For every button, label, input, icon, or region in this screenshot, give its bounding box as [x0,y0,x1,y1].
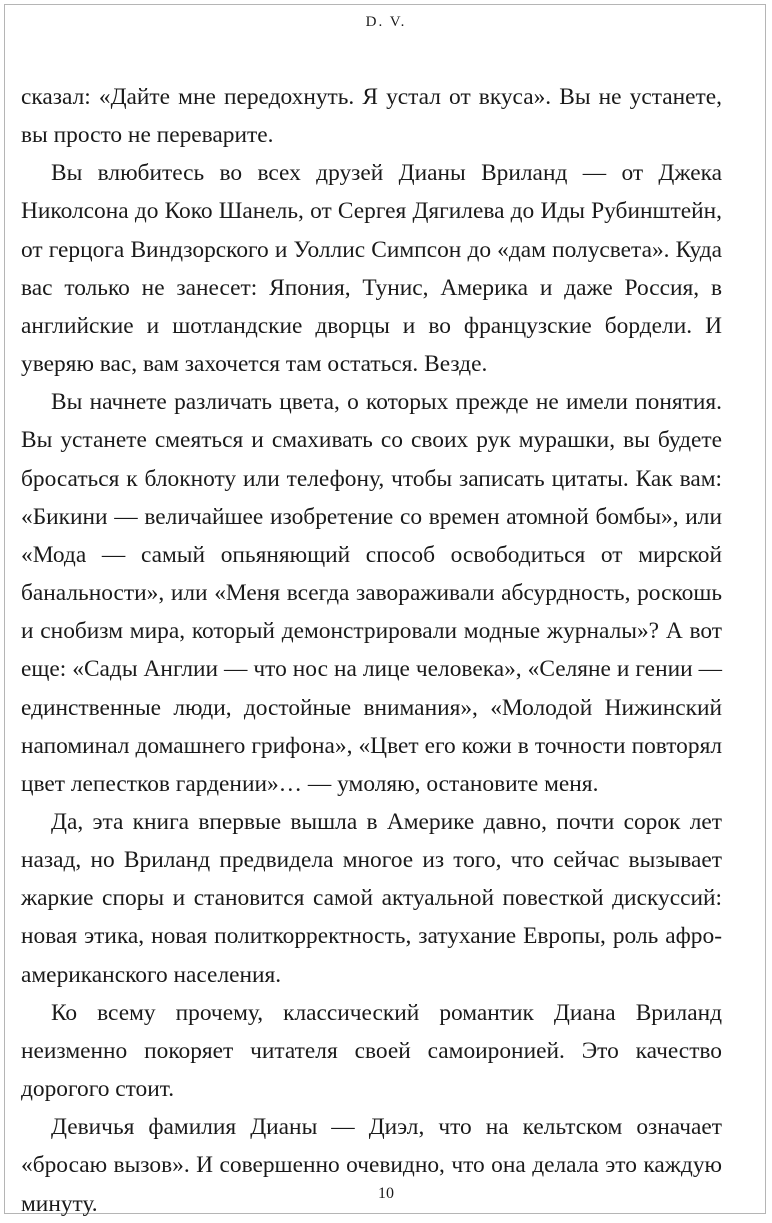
running-head: D. V. [365,14,407,30]
paragraph-maiden-name: Девичья фамилия Дианы — Диэл, что на кельтском означает «бросаю вызов». И совершенно очевидно, что она делала это каждую минуту. [21,1114,722,1217]
paragraph-romantic: Ко всему прочему, классический романтик Диана Вриланд неизменно покоряет читателя своей самоиронией. Это качество дорогого стоит. [21,999,722,1103]
page-number: 10 [378,1185,394,1202]
paragraph-continued: сказал: «Дайте мне передохнуть. Я устал от вкуса». Вы не устанете, вы просто не переварите. [21,84,722,149]
body-text [21,78,722,1223]
paragraph-quotes: Вы начнете различать цвета, о которых прежде не имели понятия. Вы устанете смеяться и смахивать со своих рук мурашки, вы будете бросаться к блокноту или телефону, чтобы записать цитаты. Как вам: «Бикини — величайшее изобретение со времен атомной бомбы», или «Мода — самый опьяняющий способ освободиться от мирской банальности», или «Меня всегда завораживали абсурдность, роскошь и снобизм мира, который демонстрировали модные журналы»? А вот еще: «Сады Англии — что нос на лице человека», «Селяне и гении — единственные люди, достойные внимания», «Молодой Нижинский напоминал домашнего грифона», «Цвет его кожи в точности повторял цвет лепестков гардении»… — умоляю, остановите меня. [21,389,722,797]
paragraph-america: Да, эта книга впервые вышла в Америке давно, почти сорок лет назад, но Вриланд предвидела многое из того, что сейчас вызывает жаркие споры и становится самой актуальной повесткой дискуссий: новая этика, новая политкорректность, затухание Европы, роль афроамериканского населения. [21,808,722,988]
paragraph-friends: Вы влюбитесь во всех друзей Дианы Вриланд — от Джека Николсона до Коко Шанель, от Сергея Дягилева до Иды Рубинштейн, от герцога Виндзорского и Уоллис Симпсон до «дам полусвета». Куда вас только не занесет: Япония, Тунис, Америка и даже Россия, в английские и шотландские дворцы и во французские бордели. И уверяю вас, вам захочется там остаться. Везде. [21,160,722,378]
